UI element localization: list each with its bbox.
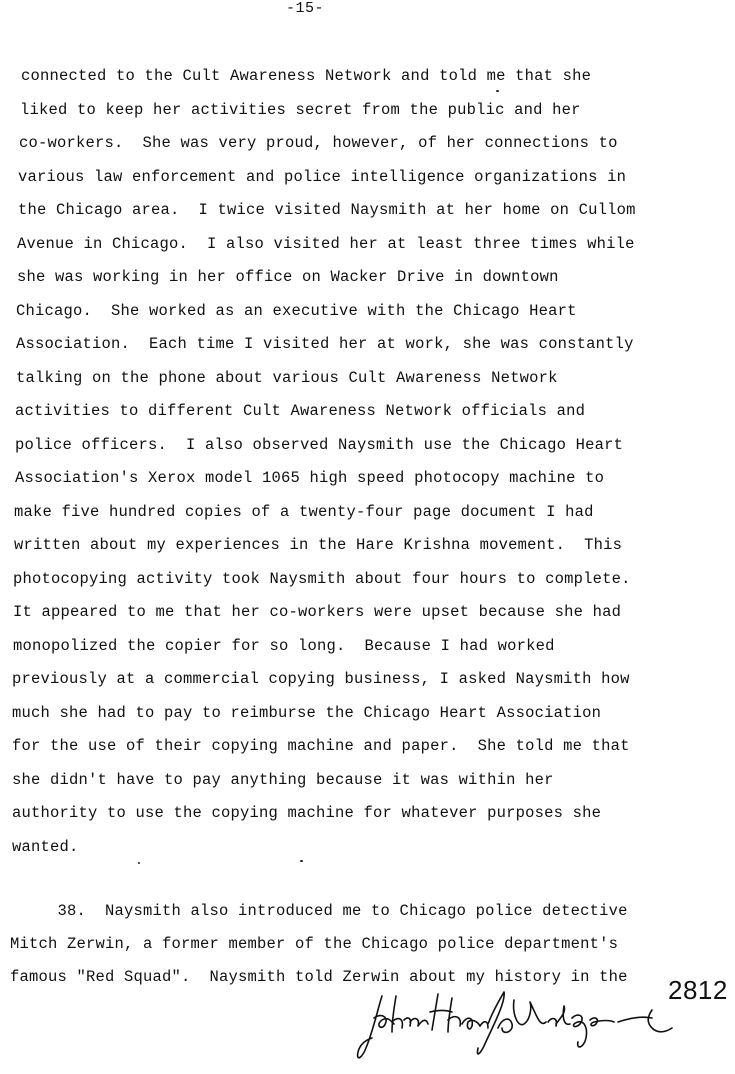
text-line: liked to keep her activities secret from the public and her (20, 100, 581, 119)
text-line: Association's Xerox model 1065 high speed photocopy machine to (15, 469, 605, 487)
scan-speck (496, 90, 499, 92)
scan-speck (138, 862, 140, 864)
page-number: -15- (286, 0, 325, 17)
text-line: various law enforcement and police intelligence organizations in (18, 167, 627, 186)
bates-number: 2812 (668, 975, 728, 1005)
paragraph-38 (10, 895, 710, 994)
text-line: make five hundred copies of a twenty-four page document I had (14, 502, 594, 521)
text-line: for the use of their copying machine and paper. She told me that (12, 737, 630, 755)
signature-image (352, 988, 682, 1068)
text-line: Mitch Zerwin, a former member of the Chicago police department's (10, 935, 619, 953)
text-line: much she had to pay to reimburse the Chicago Heart Association (12, 703, 602, 722)
text-line: wanted. (12, 837, 79, 856)
text-line: photocopying activity took Naysmith about four hours to complete. (13, 569, 631, 588)
text-line: Association. Each time I visited her at work, she was constantly (16, 335, 634, 353)
text-line: connected to the Cult Awareness Network and told me that she (21, 67, 592, 85)
text-line: famous "Red Squad". Naysmith told Zerwin about my history in the (10, 968, 628, 986)
scan-speck (300, 860, 303, 862)
text-line: Chicago. She worked as an executive with the Chicago Heart (16, 301, 577, 320)
text-line: co-workers. She was very proud, however, of her connections to (19, 134, 618, 152)
text-line: the Chicago area. I twice visited Naysmith at her home on Cullom (18, 201, 636, 219)
text-line: activities to different Cult Awareness Network officials and (15, 402, 586, 420)
text-line: monopolized the copier for so long. Because I had worked (13, 636, 555, 655)
text-line: authority to use the copying machine for whatever purposes she (12, 804, 602, 822)
text-line: It appeared to me that her co-workers were upset because she had (13, 603, 622, 621)
paragraph-1 (12, 60, 712, 864)
text-line: police officers. I also observed Naysmith use the Chicago Heart (15, 435, 624, 454)
text-line: 38. Naysmith also introduced me to Chicago police detective (10, 902, 628, 920)
text-line: previously at a commercial copying business, I asked Naysmith how (12, 670, 630, 688)
text-line: talking on the phone about various Cult Awareness Network (16, 368, 558, 387)
text-line: written about my experiences in the Hare Krishna movement. This (14, 536, 623, 554)
text-line: she didn't have to pay anything because it was within her (12, 770, 554, 789)
text-line: she was working in her office on Wacker Drive in downtown (17, 268, 559, 286)
text-line: Avenue in Chicago. I also visited her at least three times while (17, 234, 635, 253)
